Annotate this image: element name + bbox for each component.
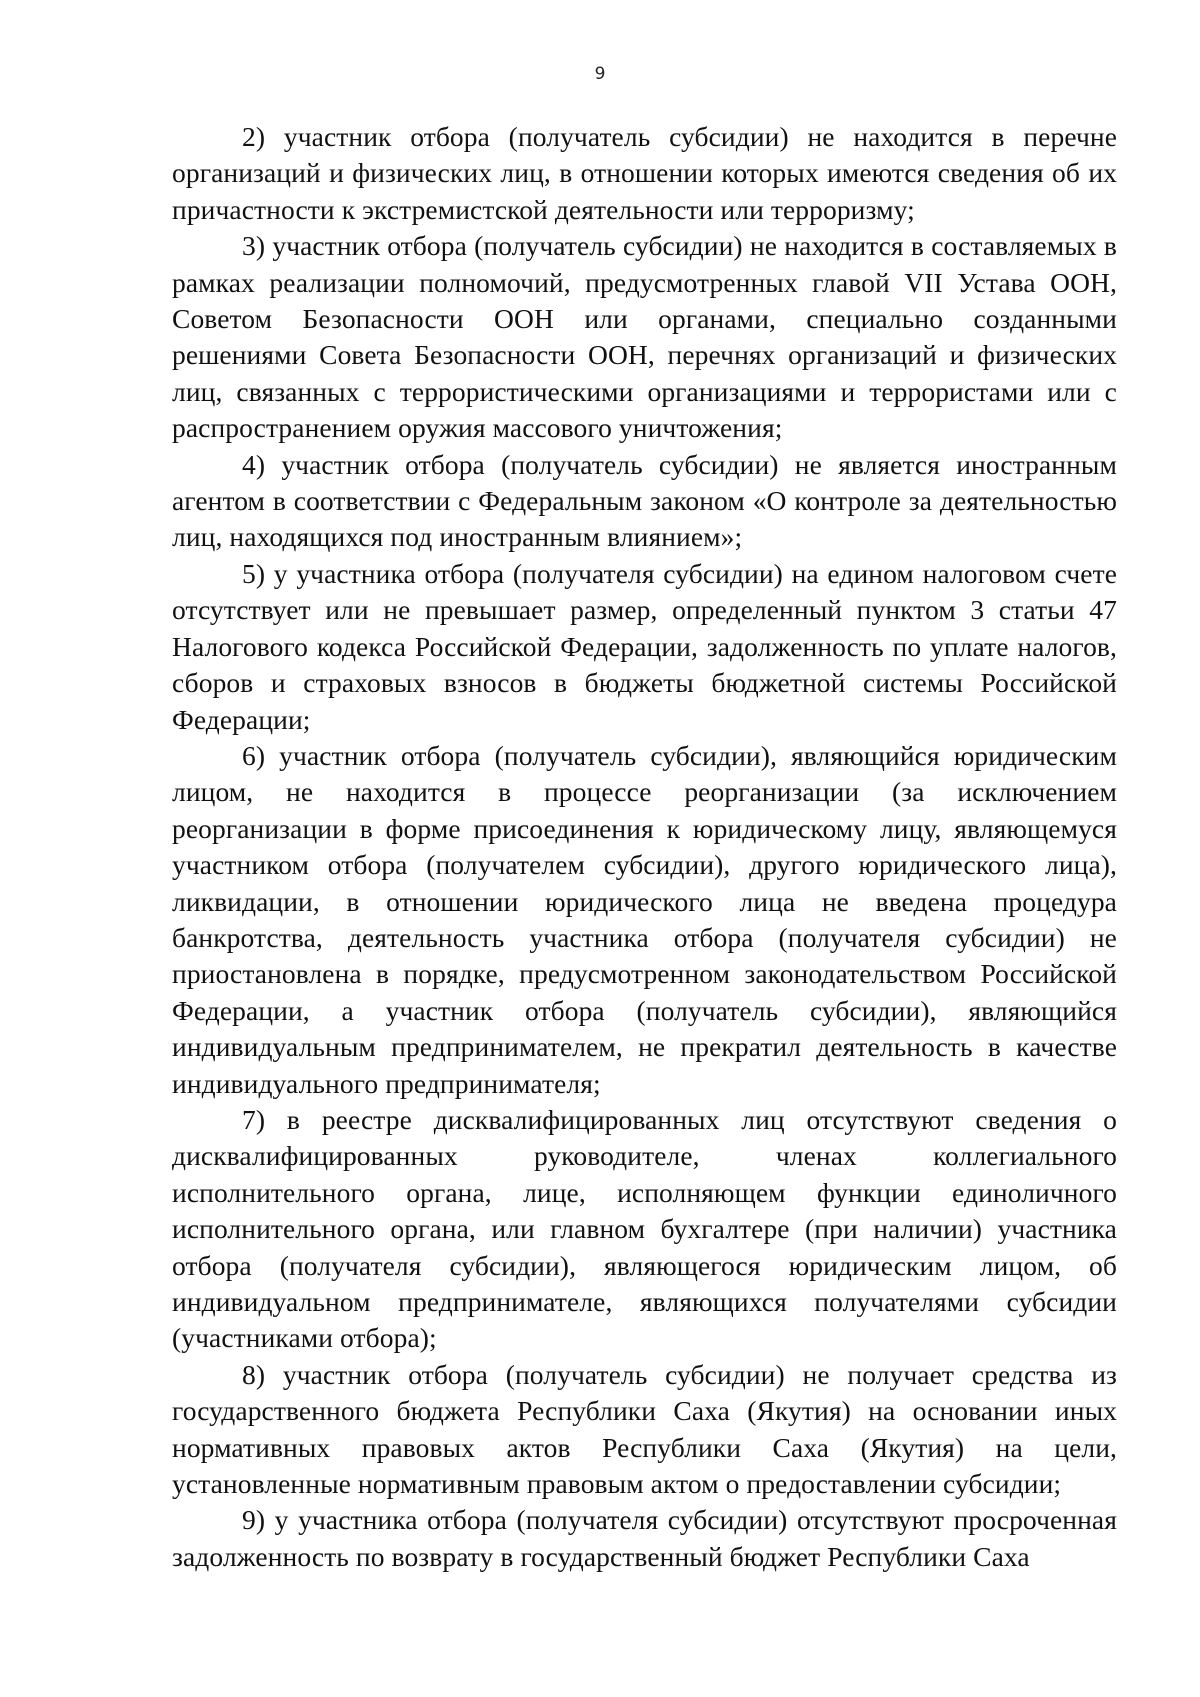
- paragraph-item-3: 3) участник отбора (получатель субсидии) не находится в составляемых в рамках реализации полномочий, предусмотренных главой VII Устава ООН, Советом Безопасности ООН или органами, специально созданными решениями Совета Безопасности ООН, перечнях организаций и физических лиц, связанных с террористическими организациями и террористами или с распространением оружия массового уничтожения;: [172, 230, 1117, 444]
- page-number: 9: [594, 64, 606, 84]
- paragraph-item-4: 4) участник отбора (получатель субсидии) не является иностранным агентом в соответствии с Федеральным законом «О контроле за деятельностью лиц, находящихся под иностранным влиянием»;: [172, 448, 1117, 553]
- paragraph-item-9: 9) у участника отбора (получателя субсидии) отсутствуют просроченная задолженность по возврату в государственный бюджет Республики Саха: [172, 1504, 1117, 1572]
- document-body: [172, 119, 1117, 1575]
- paragraph-item-8: 8) участник отбора (получатель субсидии) не получает средства из государственного бюджета Республики Саха (Якутия) на основании иных нормативных правовых актов Республики Саха (Якутия) на цели, установленные нормативным правовым актом о предоставлении субсидии;: [172, 1358, 1117, 1500]
- paragraph-item-6: 6) участник отбора (получатель субсидии), являющийся юридическим лицом, не находится в процессе реорганизации (за исключением реорганизации в форме присоединения к юридическому лицу, являющемуся участником отбора (получателем субсидии), другого юридического лица), ликвидации, в отношении юридического лица не введена процедура банкротства, деятельность участника отбора (получателя субсидии) не приостановлена в порядке, предусмотренном законодательством Российской Федерации, а участник отбора (получатель субсидии), являющийся индивидуальным предпринимателем, не прекратил деятельность в качестве индивидуального предпринимателя;: [172, 739, 1117, 1099]
- paragraph-item-5: 5) у участника отбора (получателя субсидии) на едином налоговом счете отсутствует или не превышает размер, определенный пунктом 3 статьи 47 Налогового кодекса Российской Федерации, задолженность по уплате налогов, сборов и страховых взносов в бюджеты бюджетной системы Российской Федерации;: [172, 557, 1117, 735]
- paragraph-item-7: 7) в реестре дисквалифицированных лиц отсутствуют сведения о дисквалифицированных руководителе, членах коллегиального исполнительного органа, лице, исполняющем функции единоличного исполнительного органа, или главном бухгалтере (при наличии) участника отбора (получателя субсидии), являющегося юридическим лицом, об индивидуальном предпринимателе, являющихся получателями субсидии (участниками отбора);: [172, 1103, 1117, 1354]
- paragraph-item-2: 2) участник отбора (получатель субсидии) не находится в перечне организаций и физических лиц, в отношении которых имеются сведения об их причастности к экстремистской деятельности или терроризму;: [172, 121, 1117, 225]
